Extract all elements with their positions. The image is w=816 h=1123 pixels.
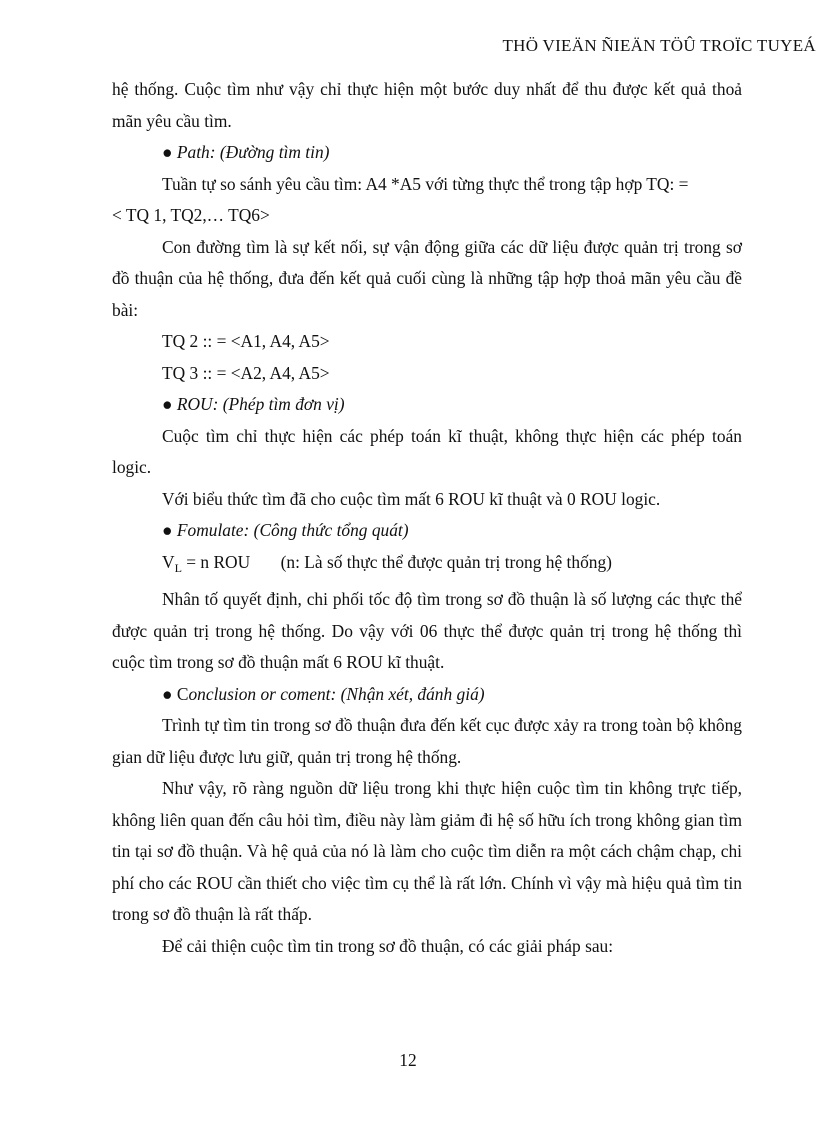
paragraph-4: Cuộc tìm chỉ thực hiện các phép toán kĩ thuật, không thực hiện các phép toán logic. [112, 425, 742, 477]
paragraph-6: Nhân tố quyết định, chi phối tốc độ tìm trong sơ đồ thuận là số lượng các thực thể được quản trị trong hệ thống. Do vậy với 06 thực thể được quản trị trong hệ thống thì cuộc tìm trong sơ đồ thuận mất 6 ROU kĩ thuật. [112, 589, 742, 672]
paragraph-1: hệ thống. Cuộc tìm như vậy chỉ thực hiện một bước duy nhất để thu được kết quả thoả mãn yêu cầu tìm. [112, 79, 742, 131]
bullet-icon: ● [162, 394, 173, 414]
bullet-icon: ● [162, 520, 173, 540]
tq2-line: TQ 2 :: = <A1, A4, A5> [162, 331, 330, 351]
paragraph-5: Với biểu thức tìm đã cho cuộc tìm mất 6 ROU kĩ thuật và 0 ROU logic. [162, 488, 661, 509]
paragraph-7: Trình tự tìm tin trong sơ đồ thuận đưa đến kết cục được xảy ra trong toàn bộ không gian dữ liệu được lưu giữ, quản trị trong hệ thống. [112, 715, 742, 767]
paragraph-2-line-2: < TQ 1, TQ2,… TQ6> [112, 205, 270, 225]
paragraph-8: Như vậy, rõ ràng nguồn dữ liệu trong khi thực hiện cuộc tìm tin không trực tiếp, không liên quan đến câu hỏi tìm, điều này làm giảm đi hệ số hữu ích trong không gian tìm tin tại sơ đồ thuận. Và hệ quả của nó là làm cho cuộc tìm diễn ra một cách chậm chạp, chi phí cho các ROU cần thiết cho việc tìm cụ thể là rất lớn. Chính vì vậy mà hiệu quả tìm tin trong sơ đồ thuận là rất thấp. [112, 778, 742, 924]
conclusion-first-letter: C [176, 683, 189, 704]
bullet-icon: ● [162, 683, 173, 704]
tq3-line: TQ 3 :: = <A2, A4, A5> [162, 362, 330, 383]
paragraph-2-line-1: Tuần tự so sánh yêu cầu tìm: A4 *A5 với từng thực thể trong tập hợp TQ: = [162, 173, 689, 194]
paragraph-3: Con đường tìm là sự kết nối, sự vận động giữa các dữ liệu được quản trị trong sơ đồ thuận của hệ thống, đưa đến kết quả cuối cùng là những tập hợp thoả mãn yêu cầu đề bài: [112, 236, 742, 320]
formula-line [112, 547, 742, 585]
formula-v: V [162, 551, 175, 572]
path-heading-text: Path: (Đường tìm tin) [176, 142, 330, 162]
formula-subscript: L [174, 560, 182, 575]
rou-heading-text: ROU: (Phép tìm đơn vị) [176, 394, 345, 414]
bullet-icon: ● [162, 142, 173, 162]
paragraph-9: Để cải thiện cuộc tìm tin trong sơ đồ thuận, có các giải pháp sau: [162, 935, 614, 956]
formula-note: (n: Là số thực thể được quản trị trong hệ thống) [280, 551, 612, 572]
conclusion-heading [112, 679, 742, 711]
formula-heading-text: Fomulate: (Công thức tổng quát) [176, 520, 409, 540]
formula-expression: = n ROU [181, 551, 251, 572]
page-number: 12 [399, 1050, 417, 1070]
rou-heading [112, 389, 742, 421]
running-header: THÖ VIEÄN ÑIEÄN TÖÛ TROÏC TUYEÁ [502, 36, 816, 55]
page-body [112, 74, 742, 962]
formula-heading [112, 515, 742, 547]
path-heading [112, 137, 742, 169]
conclusion-heading-text: onclusion or coment: (Nhận xét, đánh giá) [188, 683, 485, 704]
